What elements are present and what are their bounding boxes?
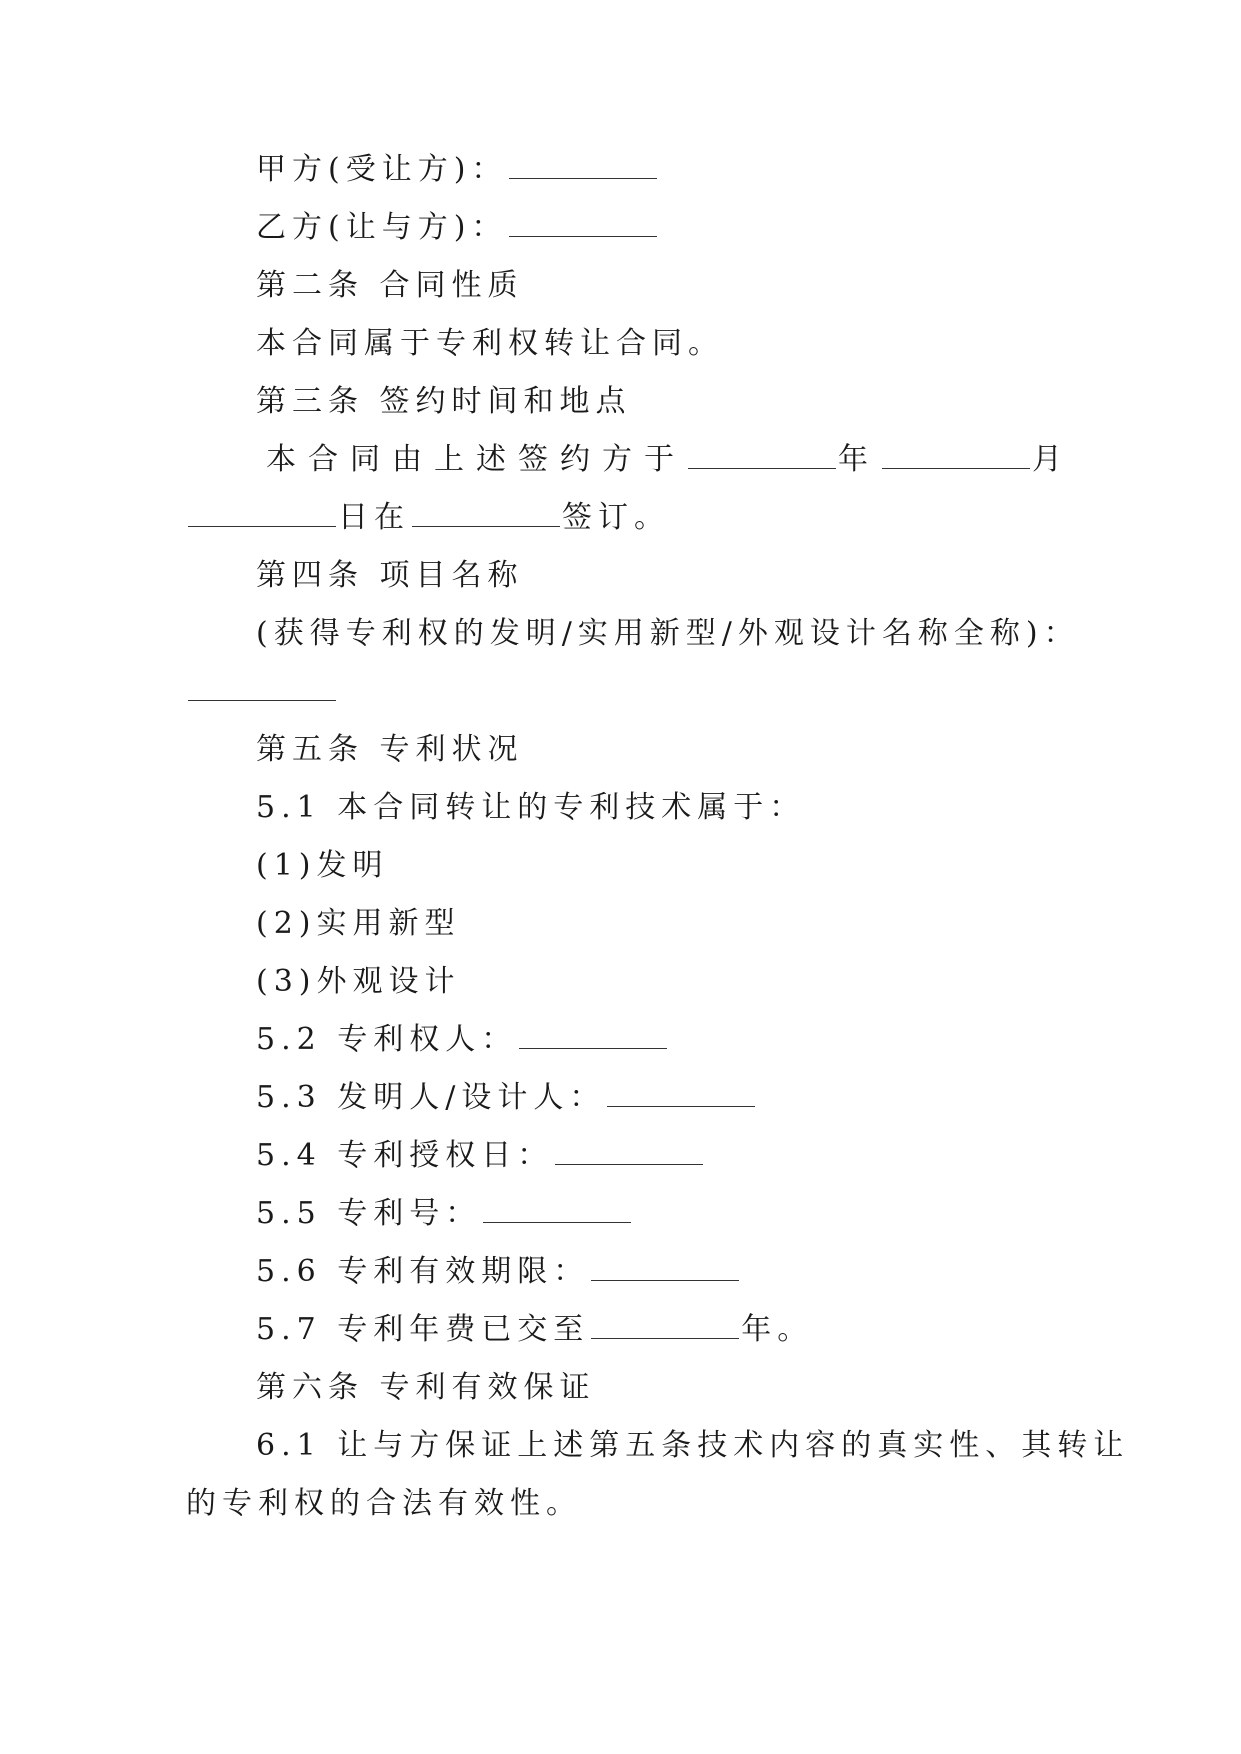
project-name-label: (获得专利权的发明/实用新型/外观设计名称全称)：	[256, 616, 1080, 651]
annual-fee-blank[interactable]	[591, 1314, 739, 1339]
grant-date-label: 5.4 专利授权日：	[256, 1138, 554, 1173]
clause-6-1-line2: 的专利权的合法有效性。	[186, 1486, 582, 1521]
party-b-label: 乙方(让与方)：	[256, 210, 508, 245]
validity-period-label: 5.6 专利有效期限：	[256, 1254, 590, 1289]
patentee-blank[interactable]	[519, 1024, 667, 1049]
article-2-text: 本合同属于专利权转让合同。	[256, 326, 724, 361]
validity-period-blank[interactable]	[591, 1256, 739, 1281]
clause-5-5-line	[256, 1196, 633, 1232]
year-label: 年	[838, 442, 880, 477]
clause-5-2-line	[256, 1022, 669, 1058]
clause-5-3-line	[256, 1080, 757, 1116]
article-4-heading: 第四条 项目名称	[256, 558, 524, 593]
option-utility-model: (2)实用新型	[256, 906, 461, 941]
project-name-line	[186, 674, 338, 710]
option-design: (3)外观设计	[256, 964, 461, 999]
clause-5-6-line	[256, 1254, 741, 1290]
project-name-blank[interactable]	[188, 676, 336, 701]
article-2-heading: 第二条 合同性质	[256, 268, 524, 303]
month-label: 月	[1032, 442, 1074, 477]
annual-fee-suffix: 年。	[741, 1312, 814, 1347]
article-3-heading: 第三条 签约时间和地点	[256, 384, 632, 419]
sign-place-blank[interactable]	[412, 502, 560, 527]
party-a-blank[interactable]	[509, 154, 657, 179]
inventor-label: 5.3 发明人/设计人：	[256, 1080, 606, 1115]
party-b-blank[interactable]	[509, 212, 657, 237]
party-a-label: 甲方(受让方)：	[256, 152, 508, 187]
inventor-blank[interactable]	[607, 1082, 755, 1107]
article-6-heading: 第六条 专利有效保证	[256, 1370, 596, 1405]
sign-date-prefix: 本合同由上述签约方于	[266, 442, 686, 477]
sign-month-blank[interactable]	[882, 444, 1030, 469]
option-invention: (1)发明	[256, 848, 389, 883]
party-a-line	[256, 152, 659, 188]
sign-day-blank[interactable]	[188, 502, 336, 527]
article-5-heading: 第五条 专利状况	[256, 732, 524, 767]
signed-label: 签订。	[562, 500, 670, 535]
patent-number-label: 5.5 专利号：	[256, 1196, 482, 1231]
patent-number-blank[interactable]	[483, 1198, 631, 1223]
clause-6-1-line1: 6.1 让与方保证上述第五条技术内容的真实性、其转让	[256, 1428, 1130, 1463]
clause-5-7-line	[256, 1312, 813, 1348]
party-b-line	[256, 210, 659, 246]
clause-5-4-line	[256, 1138, 705, 1174]
patentee-label: 5.2 专利权人：	[256, 1022, 518, 1057]
annual-fee-label: 5.7 专利年费已交至	[256, 1312, 590, 1347]
sign-year-blank[interactable]	[688, 444, 836, 469]
grant-date-blank[interactable]	[555, 1140, 703, 1165]
clause-5-1: 5.1 本合同转让的专利技术属于：	[256, 790, 806, 825]
article-3-text-line1	[266, 442, 1074, 478]
day-at-label: 日在	[338, 500, 410, 535]
article-3-text-line2	[186, 500, 670, 536]
